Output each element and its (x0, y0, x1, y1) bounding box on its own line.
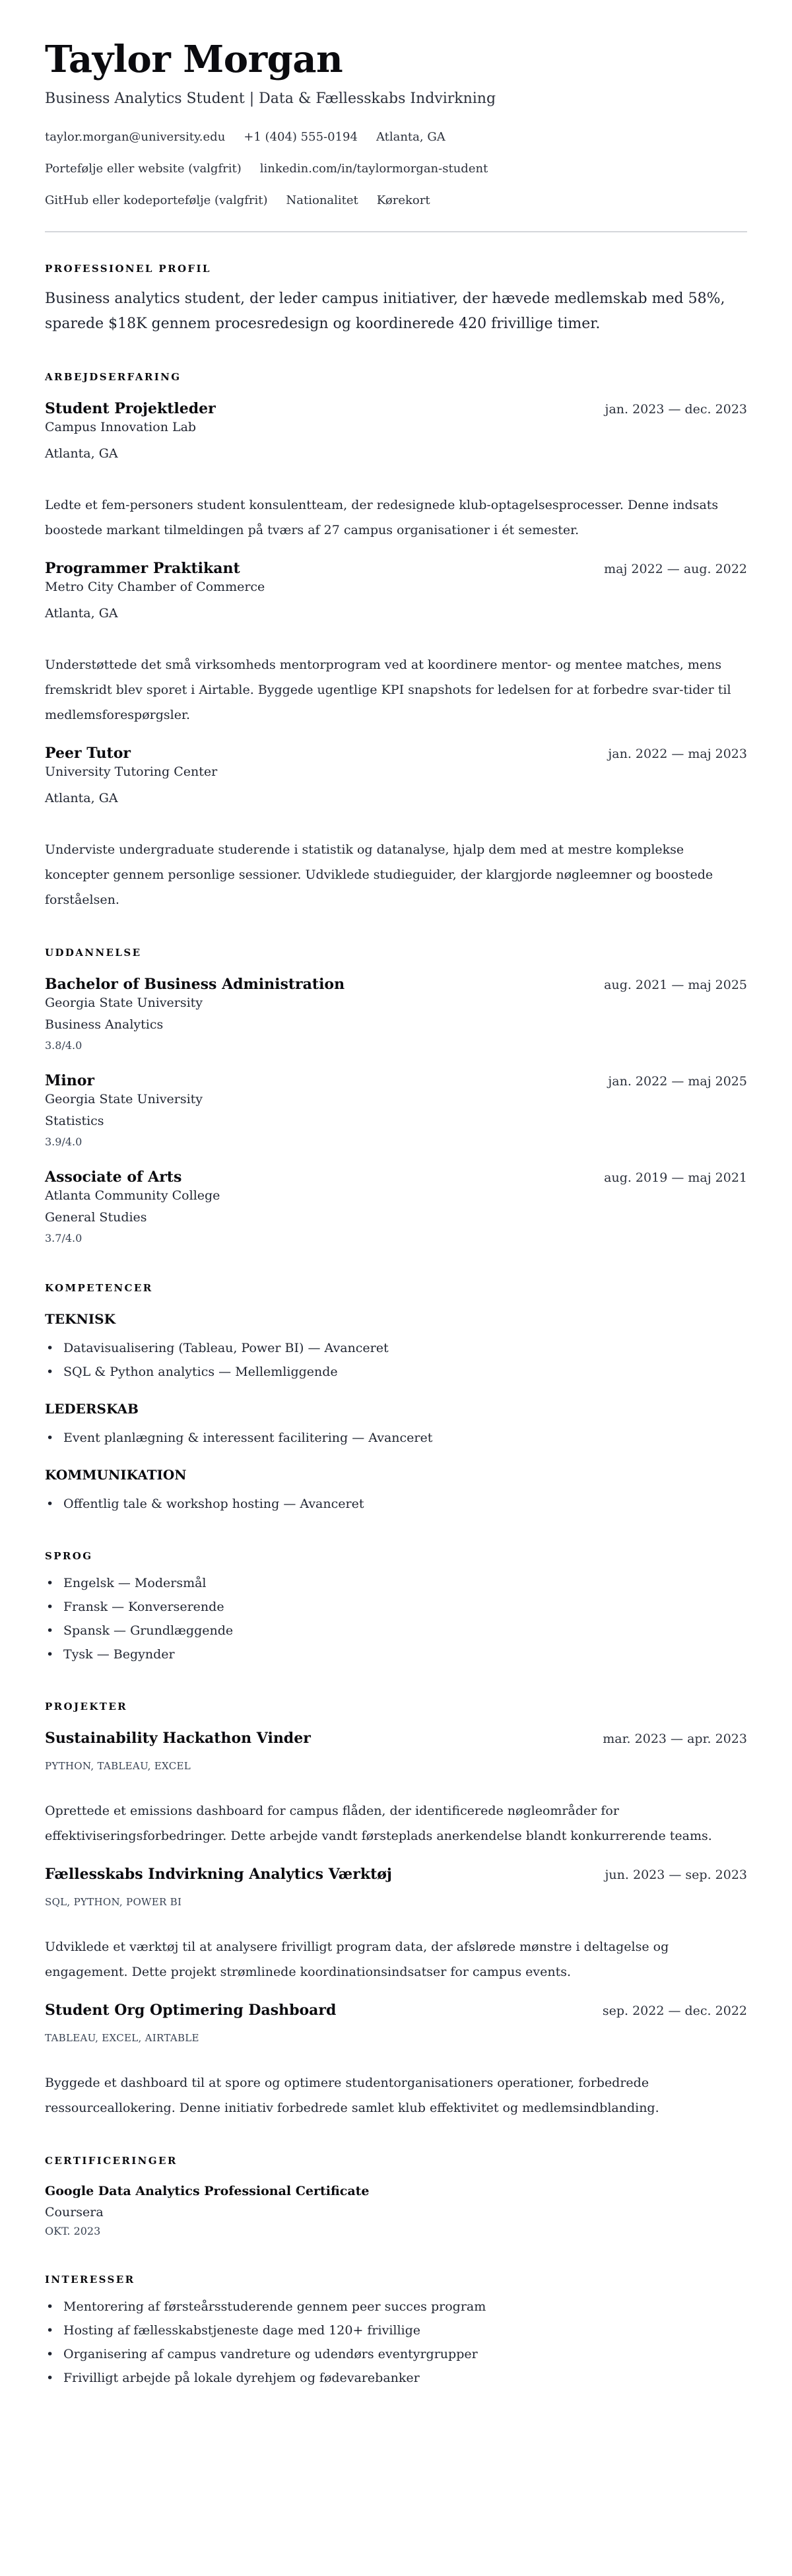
nationality: Nationalitet (286, 193, 358, 208)
education-dates: aug. 2021 — maj 2025 (604, 978, 747, 993)
skill-group-title: KOMMUNIKATION (45, 1467, 187, 1483)
skill-item: • Event planlægning & interessent facilitering — Avanceret (45, 1426, 747, 1450)
email[interactable]: taylor.morgan@university.edu (45, 130, 226, 145)
skills-section (45, 1282, 747, 1516)
experience-entry (45, 560, 747, 728)
skill-list (45, 1426, 747, 1450)
school: Atlanta Community College (45, 1188, 220, 1203)
project-dates: sep. 2022 — dec. 2022 (602, 2004, 747, 2019)
gpa: 3.9/4.0 (45, 1135, 82, 1149)
portfolio-link[interactable]: Portefølje eller website (valgfrit) (45, 162, 242, 176)
company: University Tutoring Center (45, 764, 218, 780)
resume-header (45, 40, 747, 232)
interest-item: • Hosting af fællesskabstjeneste dage med 120+ frivillige (45, 2319, 747, 2342)
section-title: SPROG (45, 1550, 93, 1563)
job-description: Underviste undergraduate studerende i statistik og datanalyse, hjalp dem med at mestre komplekse koncepter gennem personlige sessioner. Udviklede studieguider, der klargjorde nøgleemner og boostede forståelsen. (45, 842, 713, 908)
contact-line (45, 153, 747, 185)
certification-name: Google Data Analytics Professional Certificate (45, 2184, 370, 2199)
company: Metro City Chamber of Commerce (45, 580, 265, 595)
job-title: Student Projektleder (45, 400, 216, 418)
project-entry (45, 1866, 747, 1984)
skill-group-title: TEKNISK (45, 1311, 116, 1328)
job-dates: jan. 2023 — dec. 2023 (605, 402, 747, 417)
job-location: Atlanta, GA (45, 606, 118, 621)
interests-section (45, 2274, 747, 2390)
project-entry (45, 1730, 747, 1848)
gpa: 3.7/4.0 (45, 1232, 82, 1245)
school: Georgia State University (45, 996, 203, 1011)
skill-group (45, 1401, 747, 1450)
location: Atlanta, GA (376, 130, 446, 145)
header-divider (45, 231, 747, 232)
skill-group (45, 1311, 747, 1384)
job-dates: jan. 2022 — maj 2023 (608, 747, 747, 762)
github-link[interactable]: GitHub eller kodeportefølje (valgfrit) (45, 193, 268, 208)
linkedin-link[interactable]: linkedin.com/in/taylormorgan-student (259, 162, 488, 176)
education-entry (45, 1072, 747, 1151)
certifications-section (45, 2155, 747, 2239)
company: Campus Innovation Lab (45, 420, 197, 435)
field-of-study: Statistics (45, 1114, 104, 1129)
projects-section (45, 1701, 747, 2120)
project-name: Student Org Optimering Dashboard (45, 2002, 337, 2019)
project-description: Byggede et dashboard til at spore og optimere studentorganisationers operationer, forbedrede ressourceallokering. Denne initiativ forbedrede samlet klub effektivitet og medlemsindblanding. (45, 2076, 659, 2116)
job-description: Ledte et fem-personers student konsulentteam, der redesignede klub-optagelsesprocesser. Denne indsats boostede markant tilmeldingen på tværs af 27 campus organisationer i ét semester. (45, 498, 719, 538)
language-item: • Spansk — Grundlæggende (45, 1619, 747, 1643)
skill-item: • Offentlig tale & workshop hosting — Avanceret (45, 1492, 747, 1516)
project-dates: jun. 2023 — sep. 2023 (605, 1868, 747, 1883)
experience-section (45, 371, 747, 912)
interest-list (45, 2295, 747, 2390)
project-description: Oprettede et emissions dashboard for campus flåden, der identificerede nøgleområder for effektiviseringsforbedringer. Dette arbejde vandt førsteplads anerkendelse blandt konkurrerende teams. (45, 1804, 712, 1844)
field-of-study: Business Analytics (45, 1017, 164, 1033)
job-title: Programmer Praktikant (45, 560, 240, 578)
project-name: Sustainability Hackathon Vinder (45, 1730, 311, 1747)
skill-list (45, 1492, 747, 1516)
gpa: 3.8/4.0 (45, 1039, 82, 1052)
section-title: INTERESSER (45, 2274, 135, 2286)
degree: Minor (45, 1072, 94, 1090)
language-item: • Engelsk — Modersmål (45, 1571, 747, 1595)
project-entry (45, 2002, 747, 2120)
project-name: Fællesskabs Indvirkning Analytics Værktøj (45, 1866, 392, 1883)
education-dates: aug. 2019 — maj 2021 (604, 1170, 747, 1186)
language-list (45, 1571, 747, 1666)
experience-entry (45, 745, 747, 912)
school: Georgia State University (45, 1092, 203, 1107)
section-title: PROFESSIONEL PROFIL (45, 263, 211, 275)
headline: Business Analytics Student | Data & Fællesskabs Indvirkning (45, 90, 496, 107)
contact-line (45, 121, 747, 153)
job-dates: maj 2022 — aug. 2022 (604, 562, 747, 577)
language-item: • Fransk — Konverserende (45, 1595, 747, 1619)
skill-group-title: LEDERSKAB (45, 1401, 139, 1417)
profile-section (45, 263, 747, 337)
experience-entry (45, 400, 747, 543)
education-entry (45, 976, 747, 1055)
certification-date: OKT. 2023 (45, 2225, 101, 2238)
job-title: Peer Tutor (45, 745, 131, 763)
interest-item: • Mentorering af førsteårsstuderende gennem peer succes program (45, 2295, 747, 2319)
profile-summary: Business analytics student, der leder campus initiativer, der hævede medlemskab med 58%, sparede $18K gennem procesredesign og koordinerede 420 frivillige timer. (45, 290, 725, 333)
field-of-study: General Studies (45, 1210, 147, 1225)
project-tech-stack: SQL, PYTHON, POWER BI (45, 1896, 182, 1909)
degree: Associate of Arts (45, 1169, 182, 1186)
language-item: • Tysk — Begynder (45, 1643, 747, 1666)
drivers-license: Kørekort (376, 193, 430, 208)
skill-item: • SQL & Python analytics — Mellemliggende (45, 1360, 747, 1384)
job-description: Understøttede det små virksomheds mentorprogram ved at koordinere mentor- og mentee matches, mens fremskridt blev sporet i Airtable. Byggede ugentlige KPI snapshots for ledelsen for at forbedre svar-tider til medlemsforespørgsler. (45, 658, 731, 723)
candidate-name: Taylor Morgan (45, 38, 343, 81)
interest-item: • Organisering af campus vandreture og udendørs eventyrgrupper (45, 2342, 747, 2366)
education-entry (45, 1169, 747, 1248)
languages-section (45, 1550, 747, 1666)
section-title: KOMPETENCER (45, 1282, 153, 1295)
contact-info (45, 121, 747, 217)
project-tech-stack: TABLEAU, EXCEL, AIRTABLE (45, 2032, 199, 2045)
education-dates: jan. 2022 — maj 2025 (608, 1074, 747, 1089)
project-tech-stack: PYTHON, TABLEAU, EXCEL (45, 1760, 191, 1773)
section-title: PROJEKTER (45, 1701, 128, 1713)
skill-group (45, 1467, 747, 1516)
education-section (45, 947, 747, 1248)
degree: Bachelor of Business Administration (45, 976, 345, 994)
section-title: UDDANNELSE (45, 947, 142, 959)
project-description: Udviklede et værktøj til at analysere frivilligt program data, der afslørede mønstre i deltagelse og engagement. Dette projekt strømlinede koordinationsindsatser for campus events. (45, 1940, 669, 1980)
interest-item: • Frivilligt arbejde på lokale dyrehjem og fødevarebanker (45, 2366, 747, 2390)
project-dates: mar. 2023 — apr. 2023 (603, 1732, 747, 1747)
skill-list (45, 1336, 747, 1384)
job-location: Atlanta, GA (45, 791, 118, 806)
certification-issuer: Coursera (45, 2205, 104, 2220)
job-location: Atlanta, GA (45, 446, 118, 461)
contact-line (45, 185, 747, 217)
skill-item: • Datavisualisering (Tableau, Power BI) — Avanceret (45, 1336, 747, 1360)
phone[interactable]: +1 (404) 555-0194 (244, 130, 358, 145)
section-title: CERTIFICERINGER (45, 2155, 178, 2167)
certification-entry (45, 2184, 747, 2239)
section-title: ARBEJDSERFARING (45, 371, 182, 384)
